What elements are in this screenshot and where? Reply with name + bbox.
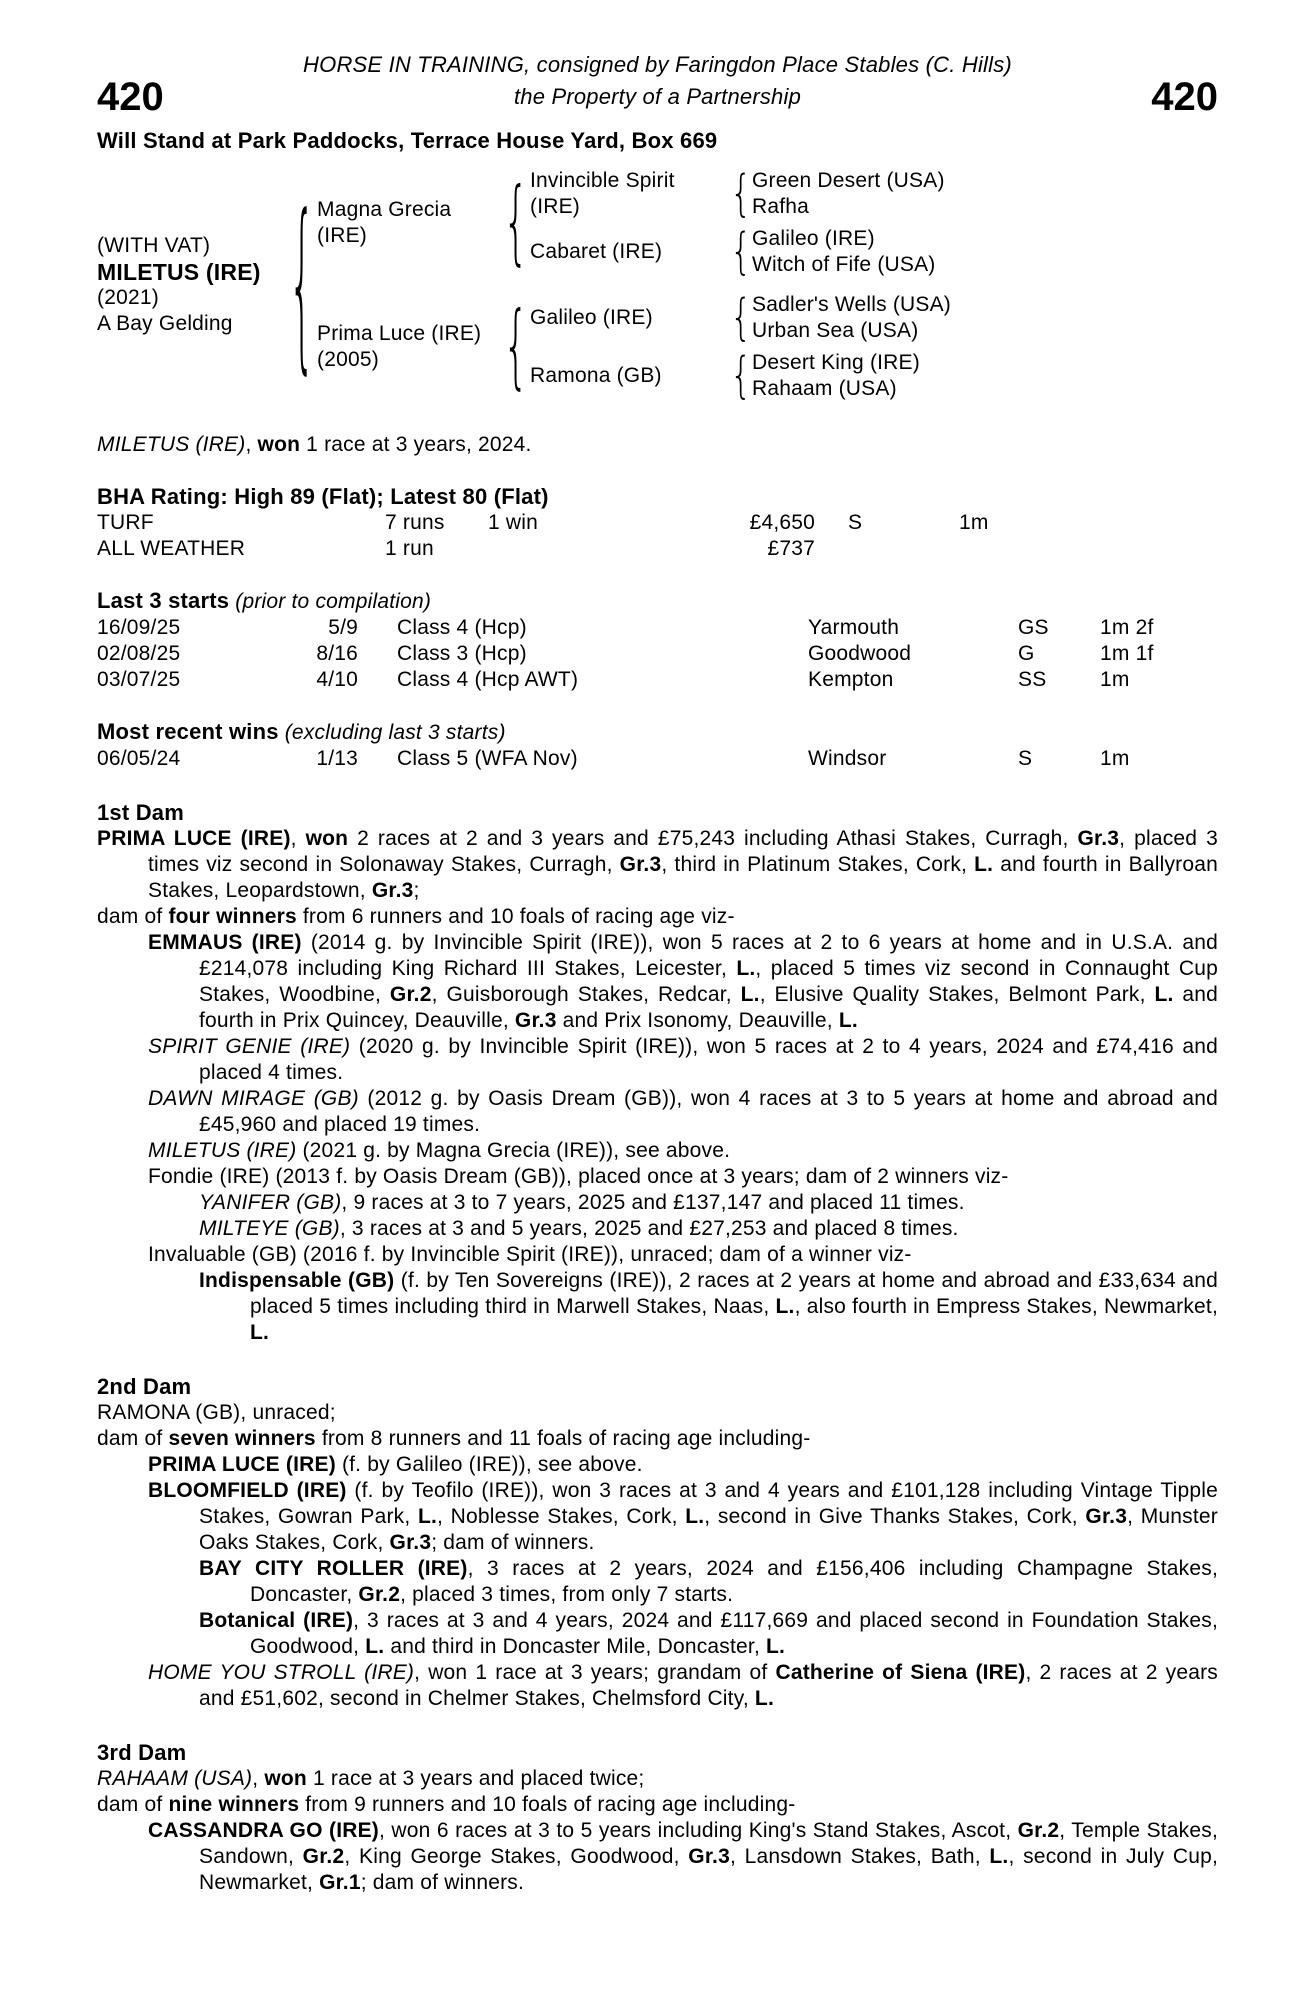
last-starts-note: (prior to compilation) xyxy=(235,590,432,613)
race-class: Class 3 (Hcp) xyxy=(397,642,527,665)
subject-block xyxy=(97,233,287,337)
wins-value: 1 win xyxy=(488,511,539,534)
form-row xyxy=(97,641,1218,667)
recent-wins-note: (excluding last 3 starts) xyxy=(284,721,506,744)
race-class: Class 5 (WFA Nov) xyxy=(397,747,578,770)
stand-location-line: Will Stand at Park Paddocks, Terrace House Yard, Box 669 xyxy=(97,128,718,153)
race-distance: 1m 2f xyxy=(1100,616,1154,639)
produce-paragraph: BLOOMFIELD (IRE) (f. by Teofilo (IRE)), won 3 races at 3 and 4 years and £101,128 including Vintage Tipple Stakes, Gowran Park, L., Noblesse Stakes, Cork, L., second in Give Thanks Stakes, Cork, Gr.3, Munster Oaks Stakes, Cork, Gr.3; dam of winners. xyxy=(148,1479,1218,1554)
dam-record-paragraph: PRIMA LUCE (IRE), won 2 races at 2 and 3 years and £75,243 including Athasi Stakes, Curragh, Gr.3, placed 3 times viz second in Solonaway Stakes, Curragh, Gr.3, third in Platinum Stakes, Cork, L. and fourth in Ballyroan Stakes, Leopardstown, Gr.3; xyxy=(97,827,1218,902)
going-value xyxy=(815,536,959,562)
great-grandparent-name: Green Desert (USA) xyxy=(752,169,945,192)
finish-position: 4/10 xyxy=(316,668,358,691)
produce-paragraph: PRIMA LUCE (IRE) (f. by Galileo (IRE)), see above. xyxy=(148,1453,643,1476)
produce-paragraph: SPIRIT GENIE (IRE) (2020 g. by Invincible Spirit (IRE)), won 5 races at 2 to 4 years, 2024 and £74,416 and placed 4 times. xyxy=(148,1035,1218,1084)
lot-number-right: 420 xyxy=(1151,75,1218,119)
pedigree-brace-small: { xyxy=(730,165,752,223)
third-dam-heading: 3rd Dam xyxy=(97,1740,187,1765)
race-date: 02/08/25 xyxy=(97,642,181,665)
course-name: Yarmouth xyxy=(808,616,900,639)
distance-value xyxy=(959,536,1218,562)
dam-record-paragraph: RAMONA (GB), unraced; xyxy=(97,1401,336,1424)
parents-column xyxy=(317,165,951,405)
course-name: Kempton xyxy=(808,668,894,691)
surface-label: TURF xyxy=(97,511,154,534)
surface-label: ALL WEATHER xyxy=(97,537,246,560)
last-starts-title: Last 3 starts xyxy=(97,588,230,613)
dam-name: Prima Luce (IRE) xyxy=(317,322,482,345)
recent-wins-title: Most recent wins xyxy=(97,719,279,744)
subject-description: A Bay Gelding xyxy=(97,312,233,335)
great-grandparent-name: Urban Sea (USA) xyxy=(752,319,919,342)
pedigree-brace-small: { xyxy=(730,223,752,281)
sire-name: Magna Grecia (IRE) xyxy=(317,198,452,247)
first-dam-heading: 1st Dam xyxy=(97,800,184,825)
course-name: Windsor xyxy=(808,747,887,770)
bha-rating-heading: BHA Rating: High 89 (Flat); Latest 80 (Flat) xyxy=(97,484,549,509)
produce-paragraph: MILTEYE (GB), 3 races at 3 and 5 years, 2025 and £27,253 and placed 8 times. xyxy=(199,1217,959,1240)
pedigree-brace-medium: { xyxy=(503,294,529,400)
grandparent-row xyxy=(530,223,945,281)
form-row xyxy=(97,615,1218,641)
surface-stats-row xyxy=(97,536,1218,562)
consignor-line: HORSE IN TRAINING, consigned by Faringdon Place Stables (C. Hills) xyxy=(303,52,1012,77)
runs-value: 7 runs xyxy=(385,511,445,534)
produce-summary-paragraph: dam of nine winners from 9 runners and 10 foals of racing age including- xyxy=(97,1793,796,1816)
property-line: the Property of a Partnership xyxy=(513,84,802,109)
going-code: GS xyxy=(1018,616,1049,639)
produce-paragraph: Fondie (IRE) (2013 f. by Oasis Dream (GB)), placed once at 3 years; dam of 2 winners viz- xyxy=(148,1165,1009,1188)
distance-value: 1m xyxy=(959,511,989,534)
grandparent-row xyxy=(530,289,951,347)
earnings-value: £4,650 xyxy=(749,511,815,534)
produce-paragraph: EMMAUS (IRE) (2014 g. by Invincible Spirit (IRE)), won 5 races at 2 to 6 years at home and in U.S.A. and £214,078 including King Richard III Stakes, Leicester, L., placed 5 times viz second in Connaught Cup Stakes, Woodbine, Gr.2, Guisborough Stakes, Redcar, L., Elusive Quality Stakes, Belmont Park, L. and fourth in Prix Quincey, Deauville, Gr.3 and Prix Isonomy, Deauville, L. xyxy=(148,931,1219,1032)
great-grandparent-name: Sadler's Wells (USA) xyxy=(752,293,951,316)
grandsire-name: Galileo (IRE) xyxy=(530,306,653,329)
race-distance: 1m xyxy=(1100,747,1130,770)
race-date: 03/07/25 xyxy=(97,668,181,691)
produce-summary-paragraph: dam of four winners from 6 runners and 10 foals of racing age viz- xyxy=(97,905,735,928)
race-distance: 1m 1f xyxy=(1100,642,1154,665)
finish-position: 5/9 xyxy=(328,616,358,639)
grandsire-name: Invincible Spirit (IRE) xyxy=(530,169,675,218)
granddam-name: Ramona (GB) xyxy=(530,364,662,387)
produce-paragraph: BAY CITY ROLLER (IRE), 3 races at 2 years, 2024 and £156,406 including Champagne Stakes, Doncaster, Gr.2, placed 3 times, from only 7 starts. xyxy=(199,1557,1218,1606)
subject-horse-name: MILETUS (IRE) xyxy=(97,259,261,285)
dam-name-block xyxy=(317,321,502,373)
finish-position: 8/16 xyxy=(316,642,358,665)
earnings-value: £737 xyxy=(767,537,815,560)
great-grandparent-name: Witch of Fife (USA) xyxy=(752,253,936,276)
race-date: 06/05/24 xyxy=(97,747,181,770)
going-code: S xyxy=(1018,747,1033,770)
grandparent-row xyxy=(530,165,945,223)
produce-paragraph: DAWN MIRAGE (GB) (2012 g. by Oasis Dream (GB)), won 4 races at 3 to 5 years at home and abroad and £45,960 and placed 19 times. xyxy=(148,1087,1218,1136)
recent-wins-heading xyxy=(97,719,1218,746)
pedigree-table xyxy=(97,165,1218,405)
sire-name-block xyxy=(317,197,502,249)
runs-value: 1 run xyxy=(385,537,434,560)
race-class: Class 4 (Hcp) xyxy=(397,616,527,639)
race-distance: 1m xyxy=(1100,668,1130,691)
race-class: Class 4 (Hcp AWT) xyxy=(397,668,579,691)
granddam-name: Cabaret (IRE) xyxy=(530,240,663,263)
produce-paragraph: YANIFER (GB), 9 races at 3 to 7 years, 2025 and £137,147 and placed 11 times. xyxy=(199,1191,965,1214)
going-value: S xyxy=(848,511,863,534)
race-record-summary: MILETUS (IRE), won 1 race at 3 years, 2024. xyxy=(97,433,532,456)
grandparent-row xyxy=(530,347,951,405)
produce-paragraph: Indispensable (GB) (f. by Ten Sovereigns (IRE)), 2 races at 2 years at home and abroad and £33,634 and placed 5 times including third in Marwell Stakes, Naas, L., also fourth in Empress Stakes, Newmarket, L. xyxy=(199,1269,1218,1344)
second-dam-heading: 2nd Dam xyxy=(97,1374,192,1399)
finish-position: 1/13 xyxy=(316,747,358,770)
pedigree-brace-small: { xyxy=(730,289,752,347)
last-starts-heading xyxy=(97,588,1218,615)
going-code: G xyxy=(1018,642,1035,665)
produce-paragraph: CASSANDRA GO (IRE), won 6 races at 3 to 5 years including King's Stand Stakes, Ascot, Gr.2, Temple Stakes, Sandown, Gr.2, King George Stakes, Goodwood, Gr.3, Lansdown Stakes, Bath, L., second in July Cup, Newmarket, Gr.1; dam of winners. xyxy=(148,1819,1219,1894)
dam-row xyxy=(317,289,951,405)
course-name: Goodwood xyxy=(808,642,912,665)
vat-note: (WITH VAT) xyxy=(97,234,211,257)
produce-paragraph: MILETUS (IRE) (2021 g. by Magna Grecia (IRE)), see above. xyxy=(148,1139,731,1162)
produce-summary-paragraph: dam of seven winners from 8 runners and 11 foals of racing age including- xyxy=(97,1427,811,1450)
wins-value xyxy=(488,536,608,562)
form-row xyxy=(97,667,1218,693)
produce-paragraph: Invaluable (GB) (2016 f. by Invincible Spirit (IRE)), unraced; dam of a winner viz- xyxy=(148,1243,912,1266)
produce-paragraph: Botanical (IRE), 3 races at 3 and 4 years, 2024 and £117,669 and placed second in Foundation Stakes, Goodwood, L. and third in Doncaster Mile, Doncaster, L. xyxy=(199,1609,1218,1658)
lot-number-left: 420 xyxy=(97,75,164,119)
produce-paragraph: HOME YOU STROLL (IRE), won 1 race at 3 years; grandam of Catherine of Siena (IRE), 2 races at 2 years and £51,602, second in Chelmer Stakes, Chelmsford City, L. xyxy=(148,1661,1218,1710)
going-code: SS xyxy=(1018,668,1047,691)
page-header xyxy=(97,52,1218,154)
sire-row xyxy=(317,165,951,281)
pedigree-brace-medium: { xyxy=(503,170,529,276)
great-grandparent-name: Galileo (IRE) xyxy=(752,227,875,250)
great-grandparent-name: Rahaam (USA) xyxy=(752,377,897,400)
dam-record-paragraph: RAHAAM (USA), won 1 race at 3 years and placed twice; xyxy=(97,1767,645,1790)
surface-stats-row xyxy=(97,510,1218,536)
form-row xyxy=(97,746,1218,772)
pedigree-brace-small: { xyxy=(730,347,752,405)
great-grandparent-name: Rafha xyxy=(752,195,810,218)
dam-year: (2005) xyxy=(317,348,379,371)
subject-foaling-year: (2021) xyxy=(97,286,159,309)
great-grandparent-name: Desert King (IRE) xyxy=(752,351,920,374)
race-date: 16/09/25 xyxy=(97,616,181,639)
pedigree-brace-large: { xyxy=(288,175,316,391)
